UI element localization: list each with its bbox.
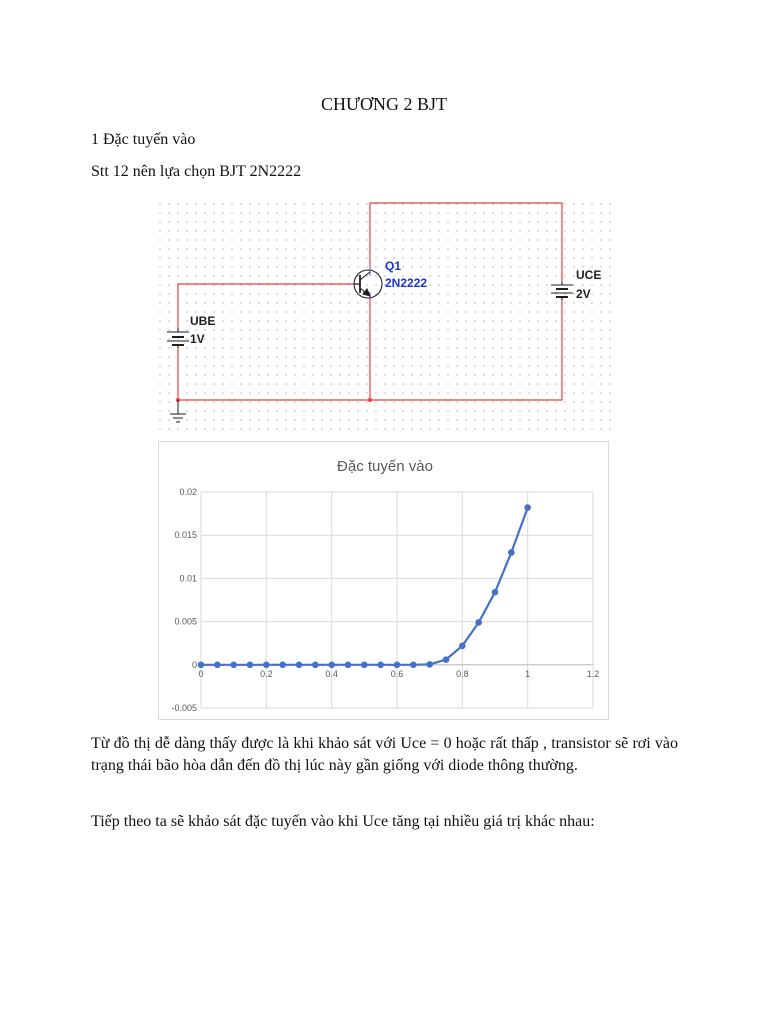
transistor-icon	[354, 270, 382, 298]
data-point	[361, 662, 368, 669]
y-tick-label: 0	[191, 659, 197, 670]
source-be-value: 1V	[190, 332, 205, 346]
battery-ube-icon	[167, 328, 189, 348]
x-tick-label: 0.2	[260, 668, 273, 679]
section-heading: 1 Đặc tuyến vào	[91, 131, 196, 148]
data-point	[524, 504, 531, 511]
ground-icon	[170, 400, 186, 422]
data-point	[394, 662, 401, 669]
data-point	[328, 662, 335, 669]
data-point	[198, 662, 205, 669]
source-ce-label: UCE	[576, 268, 602, 282]
y-tick-label: 0.015	[174, 530, 197, 541]
x-tick-label: 0	[198, 668, 204, 679]
data-point	[345, 662, 352, 669]
chart-tick-labels	[171, 487, 599, 713]
junction-dot	[368, 398, 372, 402]
data-point	[279, 662, 286, 669]
source-be-label: UBE	[190, 314, 216, 328]
transistor-model: 2N2222	[385, 276, 428, 290]
y-tick-label: -0.005	[171, 703, 197, 713]
source-ce-value: 2V	[576, 287, 591, 301]
intro-line: Stt 12 nên lựa chọn BJT 2N2222	[91, 163, 302, 180]
data-point	[459, 642, 466, 649]
data-point	[443, 656, 450, 663]
x-tick-label: 1.2	[586, 668, 600, 679]
data-point	[214, 662, 221, 669]
circuit-schematic	[155, 198, 613, 432]
chart-container	[158, 441, 609, 720]
data-point	[247, 662, 254, 669]
y-tick-label: 0.01	[179, 573, 197, 584]
y-tick-label: 0.005	[174, 616, 197, 627]
data-point	[508, 549, 515, 556]
page-title: CHƯƠNG 2 BJT	[321, 94, 447, 114]
series-line	[201, 508, 528, 665]
transistor-ref: Q1	[385, 259, 402, 273]
paragraph-next: Tiếp theo ta sẽ khảo sát đặc tuyến vào khi Uce tăng tại nhiều giá trị khác nhau:	[91, 813, 595, 830]
data-point	[410, 662, 417, 669]
battery-uce-icon	[551, 282, 573, 300]
paragraph-observation: Từ đồ thị dễ dàng thấy được là khi khảo sát với Uce = 0 hoặc rất thấp , transistor sẽ rơi vào trạng thái bão hòa dẫn đến đồ thị lúc này gần giống với diode thông thường.	[91, 735, 678, 774]
x-tick-label: 0.8	[456, 668, 469, 679]
chart-series	[198, 504, 531, 668]
data-point	[230, 662, 237, 669]
data-point	[296, 662, 303, 669]
x-tick-label: 1	[525, 668, 531, 679]
grid-dots	[159, 203, 610, 429]
data-point	[492, 589, 499, 596]
data-point	[377, 662, 384, 669]
data-point	[426, 661, 433, 668]
y-tick-label: 0.02	[179, 487, 197, 497]
chart-svg	[159, 442, 608, 719]
chart-title: Đặc tuyến vào	[337, 458, 433, 475]
x-tick-label: 0.6	[390, 668, 404, 679]
x-tick-label: 0.4	[325, 668, 338, 679]
data-point	[475, 619, 482, 626]
data-point	[263, 662, 270, 669]
circuit-wires	[178, 203, 562, 400]
data-point	[312, 662, 319, 669]
